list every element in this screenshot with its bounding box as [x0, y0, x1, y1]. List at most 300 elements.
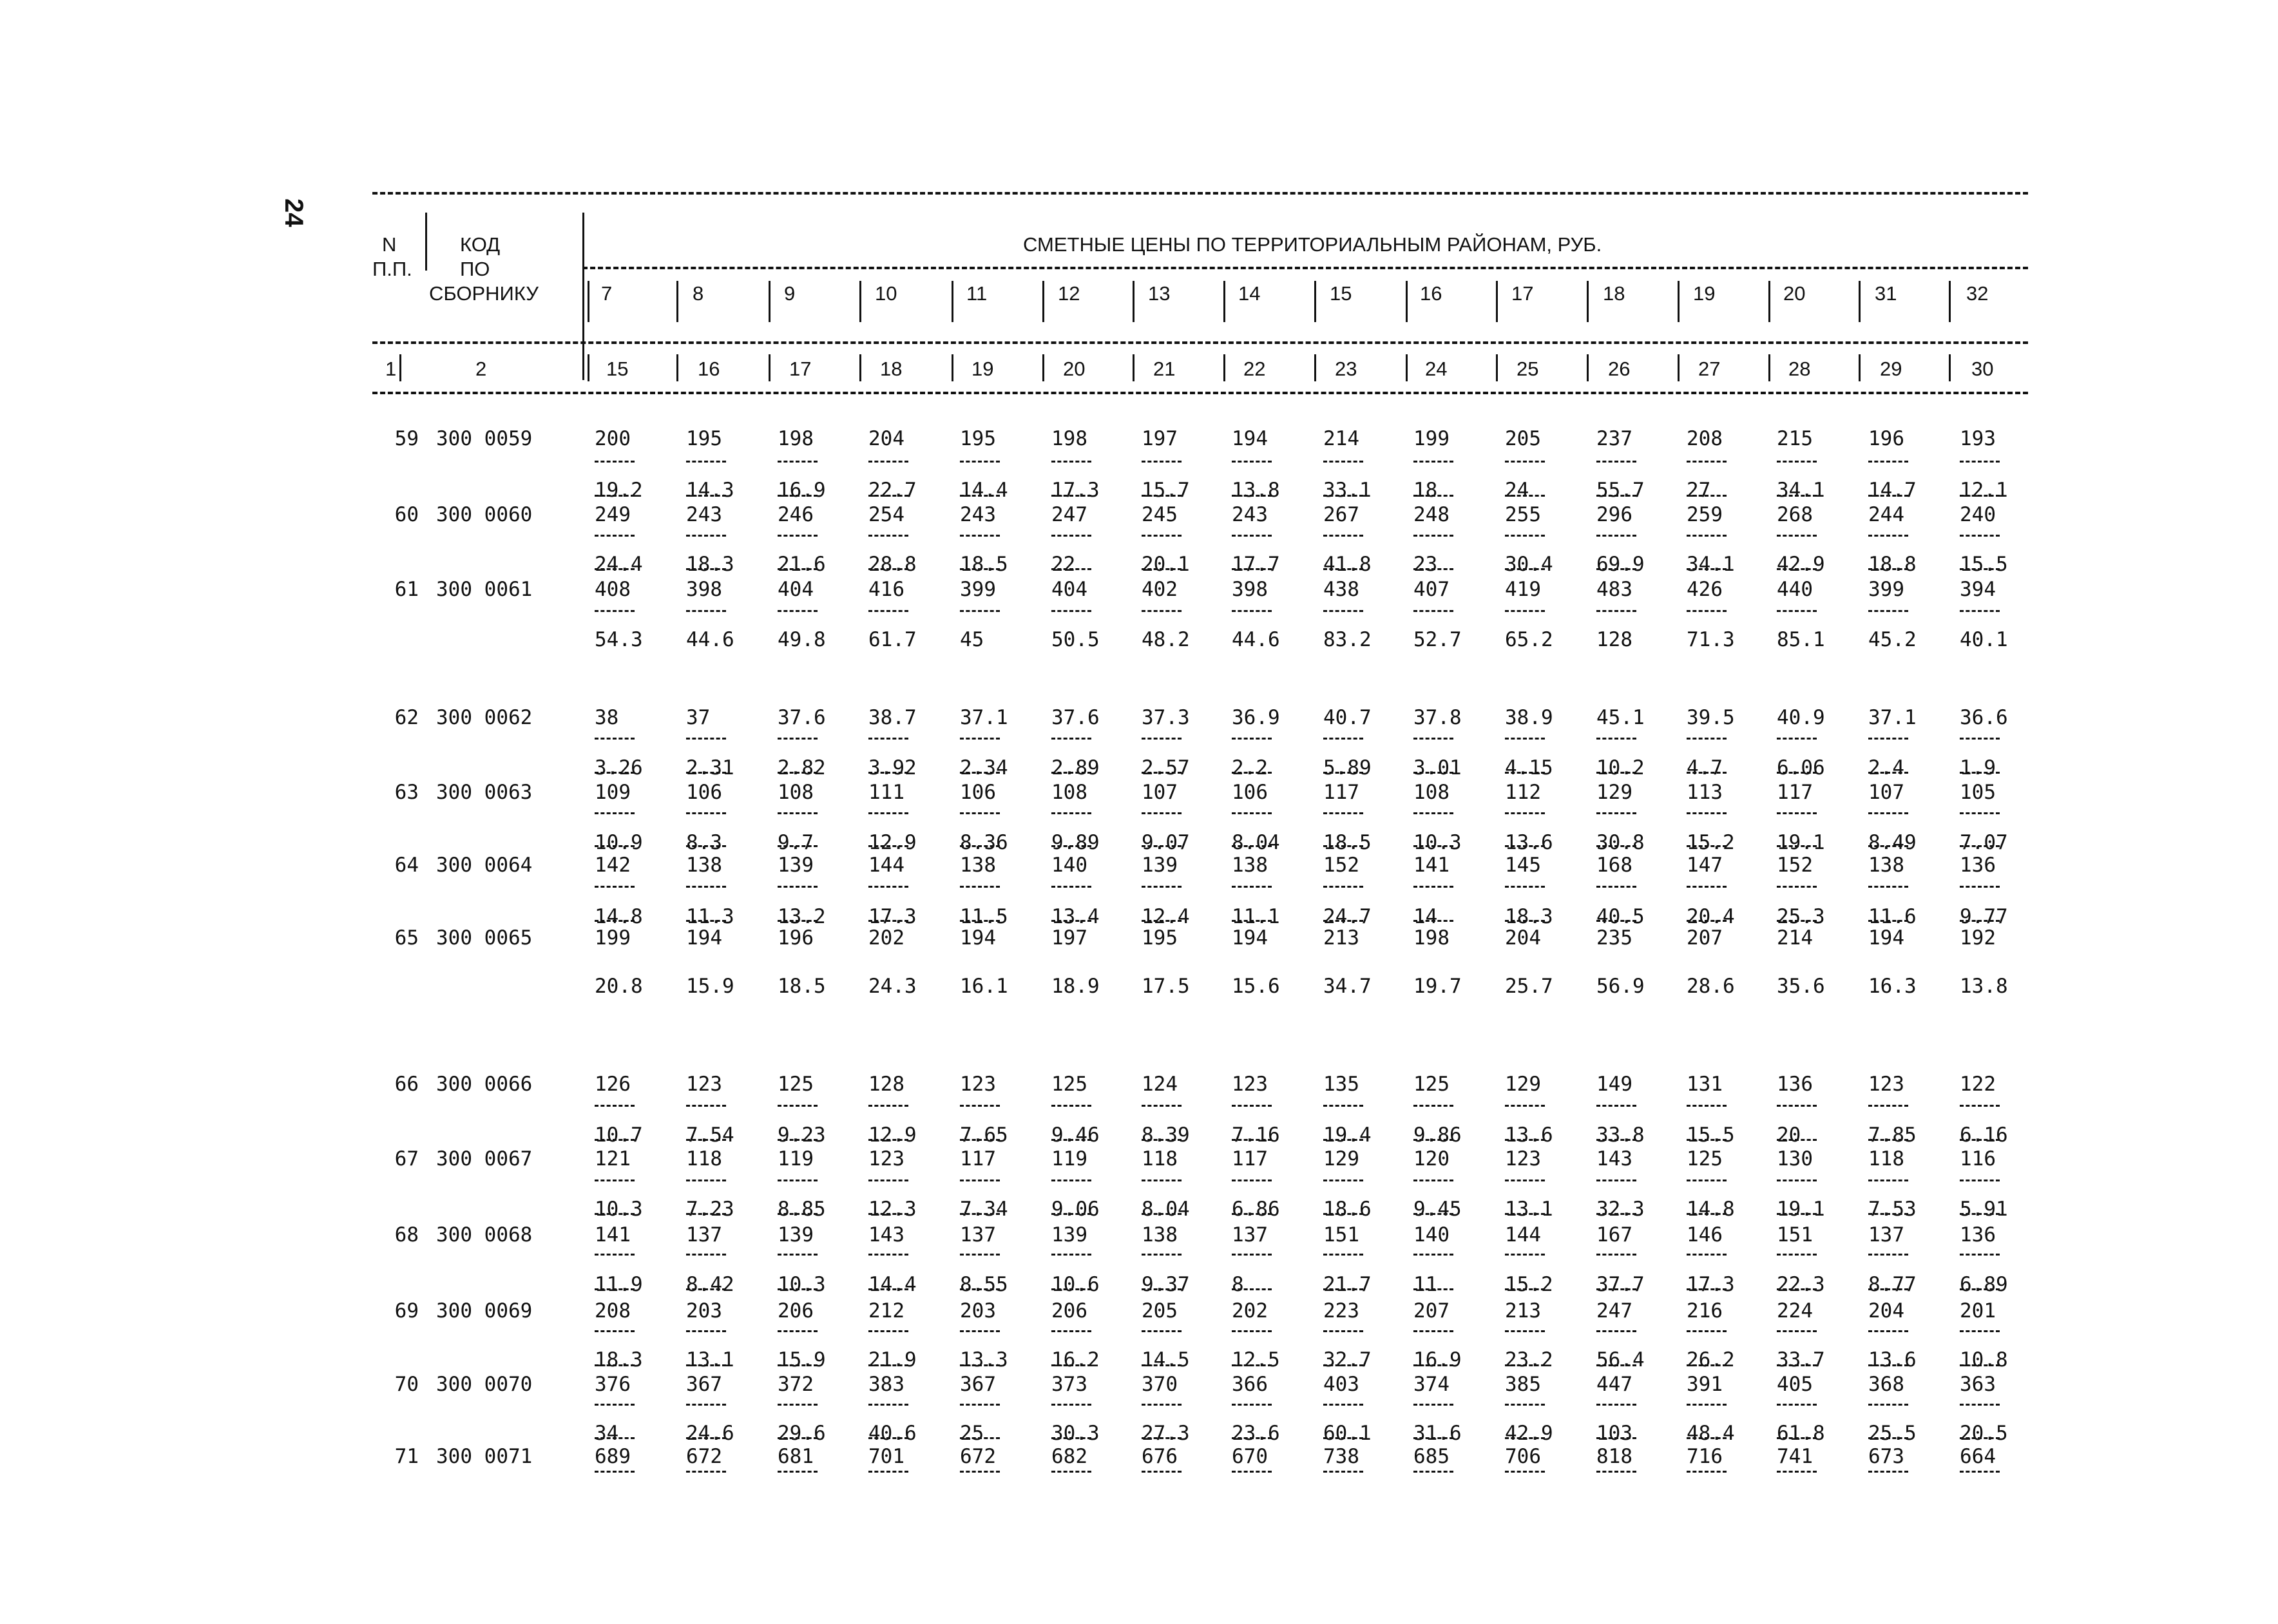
cell-value: 151: [1777, 1223, 1813, 1247]
cell-value: 144: [1505, 1223, 1541, 1247]
cell-value: 118: [686, 1147, 722, 1170]
cell-value: 20: [1777, 1123, 1801, 1147]
fraction-line: [1232, 1180, 1272, 1181]
cell-value: 139: [778, 1223, 814, 1247]
row-separator: [778, 920, 818, 922]
cell-value: 204: [1868, 1299, 1904, 1323]
cell-value: 129: [1505, 1073, 1541, 1096]
row-separator: [1051, 1437, 1091, 1439]
fraction-line: [1777, 1254, 1817, 1256]
row-separator: [1596, 1364, 1636, 1366]
cell-value: 34.1: [1687, 553, 1735, 576]
fraction-line: [595, 1180, 635, 1181]
row-separator: [778, 845, 818, 847]
fraction-line: [1777, 1180, 1817, 1181]
fraction-line: [1413, 1180, 1453, 1181]
cell-value: 201: [1960, 1299, 1996, 1323]
row-separator: [1596, 1288, 1636, 1290]
row-separator: [1142, 1213, 1182, 1215]
fraction-line: [1687, 1330, 1727, 1332]
row-separator: [778, 1213, 818, 1215]
cell-value: 203: [686, 1299, 722, 1323]
cell-value: 37.7: [1596, 1273, 1645, 1296]
cell-value: 136: [1960, 1223, 1996, 1247]
cell-value: 9.46: [1051, 1123, 1100, 1147]
row-separator: [868, 1364, 908, 1366]
column-number: 22: [1243, 358, 1266, 380]
header-po: ПО: [460, 258, 490, 280]
fraction-line: [1232, 535, 1272, 537]
cell-value: 40.6: [868, 1422, 917, 1445]
cell-value: 36.6: [1960, 706, 2008, 729]
cell-value: 12.9: [868, 1123, 917, 1147]
cell-value: 403: [1323, 1373, 1359, 1396]
cell-value: 196: [778, 926, 814, 950]
cell-value: 404: [1051, 578, 1087, 601]
cell-value: 9.77: [1960, 905, 2008, 928]
fraction-line: [1505, 738, 1545, 740]
fraction-line: [686, 1180, 726, 1181]
cell-value: 31.6: [1413, 1422, 1462, 1445]
fraction-line: [1777, 461, 1817, 463]
cell-value: 24.7: [1323, 905, 1372, 928]
fraction-line: [1868, 738, 1908, 740]
fraction-line: [1051, 1330, 1091, 1332]
row-separator: [1232, 1364, 1272, 1366]
fraction-line: [1868, 1404, 1908, 1406]
group-title-rule: [582, 267, 2028, 269]
fraction-line: [1960, 1180, 2000, 1181]
cell-value: 194: [686, 926, 722, 950]
fraction-line: [686, 738, 726, 740]
fraction-line: [1142, 1180, 1182, 1181]
row-separator: [1413, 1288, 1453, 1290]
cell-value: 214: [1323, 427, 1359, 450]
fraction-line: [1142, 1471, 1182, 1473]
cell-value: 13.6: [1505, 1123, 1553, 1147]
cell-value: 44.6: [686, 628, 734, 651]
row-separator: [595, 845, 635, 847]
cell-value: 20.4: [1687, 905, 1735, 928]
cell-value: 138: [1142, 1223, 1178, 1247]
row-number: 63: [394, 781, 419, 804]
cell-value: 37.1: [960, 706, 1008, 729]
cell-value: 19.1: [1777, 1198, 1825, 1221]
row-separator: [1051, 1213, 1091, 1215]
cell-value: 18.8: [1868, 553, 1917, 576]
fraction-line: [868, 461, 908, 463]
fraction-line: [778, 461, 818, 463]
cell-value: 20.1: [1142, 553, 1190, 576]
cell-value: 224: [1777, 1299, 1813, 1323]
fraction-line: [778, 535, 818, 537]
cell-value: 207: [1413, 1299, 1450, 1323]
fraction-line: [1323, 1404, 1363, 1406]
row-separator: [1232, 1437, 1272, 1439]
district-divider: [952, 281, 953, 322]
cell-value: 6.16: [1960, 1123, 2008, 1147]
row-separator: [1323, 920, 1363, 922]
colnum-divider: [1223, 354, 1225, 381]
cell-value: 55.7: [1596, 479, 1645, 502]
fraction-line: [1596, 1404, 1636, 1406]
row-separator: [595, 1213, 635, 1215]
cell-value: 197: [1142, 427, 1178, 450]
cell-value: 38: [595, 706, 619, 729]
cell-value: 408: [595, 578, 631, 601]
cell-value: 106: [1232, 781, 1268, 804]
fraction-line: [1596, 1254, 1636, 1256]
district-divider: [769, 281, 770, 322]
fraction-line: [1687, 738, 1727, 740]
row-separator: [960, 1288, 1000, 1290]
cell-value: 142: [595, 854, 631, 877]
row-separator: [1413, 1213, 1453, 1215]
cell-value: 8.36: [960, 831, 1008, 854]
cell-value: 15.2: [1687, 831, 1735, 854]
district-number: 7: [601, 282, 613, 305]
row-separator: [1505, 495, 1545, 497]
fraction-line: [868, 1404, 908, 1406]
cell-value: 3.92: [868, 756, 917, 779]
cell-value: 119: [778, 1147, 814, 1170]
cell-value: 367: [686, 1373, 722, 1396]
cell-value: 122: [1960, 1073, 1996, 1096]
cell-value: 40.9: [1777, 706, 1825, 729]
row-separator: [778, 772, 818, 774]
row-separator: [778, 568, 818, 570]
cell-value: 9.7: [778, 831, 814, 854]
cell-value: 136: [1960, 854, 1996, 877]
header-top-rule: [372, 192, 2028, 195]
cell-value: 131: [1687, 1073, 1723, 1096]
fraction-line: [960, 886, 1000, 888]
fraction-line: [1232, 1471, 1272, 1473]
cell-value: 18.9: [1051, 975, 1100, 998]
cell-value: 296: [1596, 503, 1632, 526]
fraction-line: [1232, 1254, 1272, 1256]
fraction-line: [1232, 812, 1272, 814]
fraction-line: [1413, 1105, 1453, 1107]
column-number: 30: [1971, 358, 1994, 380]
row-code: 300 0062: [436, 706, 533, 729]
fraction-line: [960, 1105, 1000, 1107]
fraction-line: [1596, 610, 1636, 612]
row-separator: [778, 1364, 818, 1366]
cell-value: 6.06: [1777, 756, 1825, 779]
row-separator: [1505, 1364, 1545, 1366]
fraction-line: [960, 738, 1000, 740]
fraction-line: [1413, 1254, 1453, 1256]
cell-value: 22.7: [868, 479, 917, 502]
cell-value: 123: [868, 1147, 905, 1170]
cell-value: 208: [1687, 427, 1723, 450]
cell-value: 168: [1596, 854, 1632, 877]
fraction-line: [1868, 1180, 1908, 1181]
fraction-line: [1051, 461, 1091, 463]
fraction-line: [1960, 461, 2000, 463]
cell-value: 11.5: [960, 905, 1008, 928]
cell-value: 15.5: [1687, 1123, 1735, 1147]
cell-value: 394: [1960, 578, 1996, 601]
fraction-line: [1505, 1404, 1545, 1406]
cell-value: 202: [868, 926, 905, 950]
cell-value: 30.3: [1051, 1422, 1100, 1445]
cell-value: 18.3: [686, 553, 734, 576]
row-number: 71: [394, 1445, 419, 1468]
cell-value: 128: [1596, 628, 1632, 651]
cell-value: 18.5: [960, 553, 1008, 576]
cell-value: 407: [1413, 578, 1450, 601]
district-number: 32: [1966, 282, 1989, 305]
cell-value: 15.9: [778, 1348, 826, 1371]
cell-value: 8.3: [686, 831, 722, 854]
cell-value: 701: [868, 1445, 905, 1468]
cell-value: 9.37: [1142, 1273, 1190, 1296]
header-divider-code: [582, 213, 584, 380]
row-separator: [868, 1288, 908, 1290]
cell-value: 9.07: [1142, 831, 1190, 854]
cell-value: 10.2: [1596, 756, 1645, 779]
fraction-line: [1596, 461, 1636, 463]
row-separator: [686, 845, 726, 847]
cell-value: 16.3: [1868, 975, 1917, 998]
cell-value: 198: [1051, 427, 1087, 450]
row-separator: [1232, 568, 1272, 570]
cell-value: 689: [595, 1445, 631, 1468]
cell-value: 15.2: [1505, 1273, 1553, 1296]
cell-value: 123: [1868, 1073, 1904, 1096]
cell-value: 117: [960, 1147, 996, 1170]
fraction-line: [595, 461, 635, 463]
row-separator: [1596, 920, 1636, 922]
fraction-line: [595, 610, 635, 612]
district-divider: [1678, 281, 1680, 322]
fraction-line: [1687, 886, 1727, 888]
fraction-line: [960, 1180, 1000, 1181]
cell-value: 11: [1413, 1273, 1438, 1296]
fraction-line: [686, 1105, 726, 1107]
fraction-line: [1505, 1254, 1545, 1256]
fraction-line: [1051, 738, 1091, 740]
cell-value: 11.3: [686, 905, 734, 928]
row-separator: [595, 495, 635, 497]
row-separator: [1505, 772, 1545, 774]
fraction-line: [1777, 886, 1817, 888]
district-divider: [1133, 281, 1134, 322]
cell-value: 13.8: [1232, 479, 1280, 502]
cell-value: 2.82: [778, 756, 826, 779]
cell-value: 243: [686, 503, 722, 526]
cell-value: 426: [1687, 578, 1723, 601]
colnum-divider: [1949, 354, 1951, 381]
cell-value: 45.2: [1868, 628, 1917, 651]
fraction-line: [1413, 535, 1453, 537]
row-separator: [1051, 772, 1091, 774]
district-divider: [1496, 281, 1498, 322]
cell-value: 152: [1323, 854, 1359, 877]
fraction-line: [595, 812, 635, 814]
cell-value: 54.3: [595, 628, 643, 651]
cell-value: 14.7: [1868, 479, 1917, 502]
cell-value: 405: [1777, 1373, 1813, 1396]
row-separator: [1505, 1437, 1545, 1439]
cell-value: 138: [1232, 854, 1268, 877]
row-number: 65: [394, 926, 419, 950]
cell-value: 60.1: [1323, 1422, 1372, 1445]
district-divider: [1406, 281, 1408, 322]
cell-value: 213: [1505, 1299, 1541, 1323]
cell-value: 7.85: [1868, 1123, 1917, 1147]
cell-value: 139: [1051, 1223, 1087, 1247]
cell-value: 106: [960, 781, 996, 804]
fraction-line: [1142, 461, 1182, 463]
cell-value: 56.4: [1596, 1348, 1645, 1371]
cell-value: 8.04: [1142, 1198, 1190, 1221]
cell-value: 8.04: [1232, 831, 1280, 854]
fraction-line: [960, 1330, 1000, 1332]
cell-value: 13.8: [1960, 975, 2008, 998]
cell-value: 212: [868, 1299, 905, 1323]
fraction-line: [686, 1254, 726, 1256]
fraction-line: [1323, 535, 1363, 537]
fraction-line: [1413, 738, 1453, 740]
cell-value: 13.1: [686, 1348, 734, 1371]
column-number: 2: [475, 358, 487, 380]
cell-value: 118: [1868, 1147, 1904, 1170]
row-separator: [1413, 845, 1453, 847]
fraction-line: [1323, 610, 1363, 612]
fraction-line: [1777, 610, 1817, 612]
fraction-line: [595, 886, 635, 888]
cell-value: 6.86: [1232, 1198, 1280, 1221]
cell-value: 7.23: [686, 1198, 734, 1221]
fraction-line: [1687, 535, 1727, 537]
district-divider: [1949, 281, 1951, 322]
cell-value: 138: [960, 854, 996, 877]
row-separator: [1232, 772, 1272, 774]
cell-value: 38.9: [1505, 706, 1553, 729]
cell-value: 8.49: [1868, 831, 1917, 854]
cell-value: 109: [595, 781, 631, 804]
row-separator: [1413, 495, 1453, 497]
fraction-line: [1413, 610, 1453, 612]
cell-value: 223: [1323, 1299, 1359, 1323]
fraction-line: [1142, 1254, 1182, 1256]
cell-value: 124: [1142, 1073, 1178, 1096]
cell-value: 3.01: [1413, 756, 1462, 779]
cell-value: 42.9: [1505, 1422, 1553, 1445]
row-separator: [1960, 772, 2000, 774]
cell-value: 9.86: [1413, 1123, 1462, 1147]
colnum-divider: [1587, 354, 1589, 381]
fraction-line: [778, 610, 818, 612]
cell-value: 255: [1505, 503, 1541, 526]
cell-value: 144: [868, 854, 905, 877]
district-divider: [1314, 281, 1316, 322]
cell-value: 237: [1596, 427, 1632, 450]
cell-value: 10.3: [595, 1198, 643, 1221]
row-separator: [1413, 1437, 1453, 1439]
cell-value: 34.7: [1323, 975, 1372, 998]
cell-value: 2.2: [1232, 756, 1268, 779]
cell-value: 199: [595, 926, 631, 950]
cell-value: 204: [1505, 926, 1541, 950]
cell-value: 44.6: [1232, 628, 1280, 651]
row-separator: [1687, 1139, 1727, 1141]
cell-value: 143: [868, 1223, 905, 1247]
cell-value: 391: [1687, 1373, 1723, 1396]
fraction-line: [1505, 1105, 1545, 1107]
row-separator: [960, 920, 1000, 922]
fraction-line: [1960, 535, 2000, 537]
fraction-line: [1051, 1180, 1091, 1181]
row-separator: [1232, 1288, 1272, 1290]
cell-value: 246: [778, 503, 814, 526]
fraction-line: [1687, 461, 1727, 463]
row-separator: [1051, 495, 1091, 497]
cell-value: 7.16: [1232, 1123, 1280, 1147]
cell-value: 17.3: [868, 905, 917, 928]
column-number: 20: [1063, 358, 1086, 380]
cell-value: 685: [1413, 1445, 1450, 1468]
cell-value: 36.9: [1232, 706, 1280, 729]
row-separator: [1777, 772, 1817, 774]
row-separator: [686, 1139, 726, 1141]
fraction-line: [868, 1254, 908, 1256]
cell-value: 85.1: [1777, 628, 1825, 651]
cell-value: 37.3: [1142, 706, 1190, 729]
district-number: 8: [693, 282, 704, 305]
cell-value: 12.4: [1142, 905, 1190, 928]
row-code: 300 0068: [436, 1223, 533, 1247]
cell-value: 398: [1232, 578, 1268, 601]
cell-value: 7.53: [1868, 1198, 1917, 1221]
cell-value: 16.9: [778, 479, 826, 502]
column-number: 23: [1335, 358, 1357, 380]
cell-value: 419: [1505, 578, 1541, 601]
cell-value: 18: [1413, 479, 1438, 502]
district-number: 13: [1148, 282, 1171, 305]
fraction-line: [1142, 535, 1182, 537]
cell-value: 198: [778, 427, 814, 450]
row-separator: [1687, 772, 1727, 774]
row-number: 70: [394, 1373, 419, 1396]
fraction-line: [1960, 738, 2000, 740]
cell-value: 9.45: [1413, 1198, 1462, 1221]
fraction-line: [868, 886, 908, 888]
row-separator: [1868, 495, 1908, 497]
row-code: 300 0069: [436, 1299, 533, 1323]
cell-value: 140: [1413, 1223, 1450, 1247]
row-separator: [1777, 1288, 1817, 1290]
cell-value: 192: [1960, 926, 1996, 950]
row-separator: [1505, 568, 1545, 570]
cell-value: 194: [1868, 926, 1904, 950]
row-number: 67: [394, 1147, 419, 1170]
cell-value: 199: [1413, 427, 1450, 450]
district-number: 18: [1603, 282, 1625, 305]
fraction-line: [1232, 461, 1272, 463]
row-separator: [686, 1213, 726, 1215]
row-separator: [1868, 1213, 1908, 1215]
fraction-line: [1777, 1471, 1817, 1473]
cell-value: 216: [1687, 1299, 1723, 1323]
row-separator: [1142, 920, 1182, 922]
fraction-line: [1868, 535, 1908, 537]
row-separator: [1960, 1364, 2000, 1366]
row-separator: [960, 1364, 1000, 1366]
